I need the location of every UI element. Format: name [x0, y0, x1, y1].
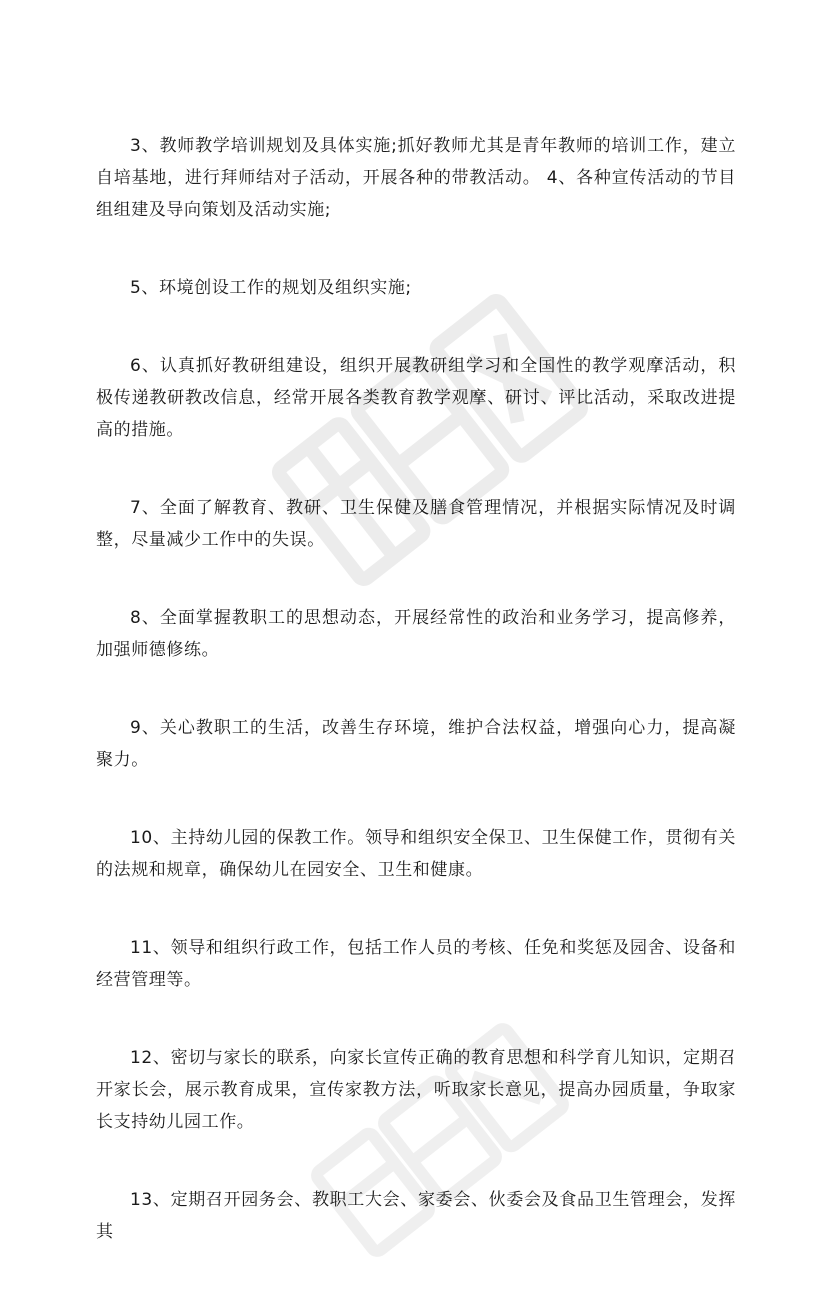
paragraph-7: 7、全面了解教育、教研、卫生保健及膳食管理情况，并根据实际情况及时调整，尽量减少工作中的失误。	[96, 498, 736, 550]
paragraph-12: 12、密切与家长的联系，向家长宣传正确的教育思想和科学育儿知识，定期召开家长会，展示教育成果，宣传家教方法，听取家长意见，提高办园质量，争取家长支持幼儿园工作。	[96, 1048, 736, 1132]
paragraph-3: 3、教师教学培训规划及具体实施;抓好教师尤其是青年教师的培训工作，建立自培基地，进行拜师结对子活动，开展各种的带教活动。 4、各种宣传活动的节目组组建及导向策划及活动实施;	[96, 136, 736, 220]
paragraph-8: 8、全面掌握教职工的思想动态，开展经常性的政治和业务学习，提高修养，加强师德修练。	[96, 608, 736, 660]
paragraph-5: 5、环境创设工作的规划及组织实施;	[130, 278, 412, 298]
paragraph-6: 6、认真抓好教研组建设，组织开展教研组学习和全国性的教学观摩活动，积极传递教研教改信息，经常开展各类教育教学观摩、研讨、评比活动，采取改进提高的措施。	[96, 356, 736, 440]
paragraph-9: 9、关心教职工的生活，改善生存环境，维护合法权益，增强向心力，提高凝聚力。	[96, 718, 736, 770]
paragraph-13: 13、定期召开园务会、教职工大会、家委会、伙委会及食品卫生管理会，发挥其	[96, 1190, 736, 1242]
document-body	[96, 130, 736, 1294]
paragraph-10: 10、主持幼儿园的保教工作。领导和组织安全保卫、卫生保健工作，贯彻有关的法规和规章，确保幼儿在园安全、卫生和健康。	[96, 828, 736, 880]
paragraph-11: 11、领导和组织行政工作，包括工作人员的考核、任免和奖惩及园舍、设备和经营管理等。	[96, 938, 736, 990]
